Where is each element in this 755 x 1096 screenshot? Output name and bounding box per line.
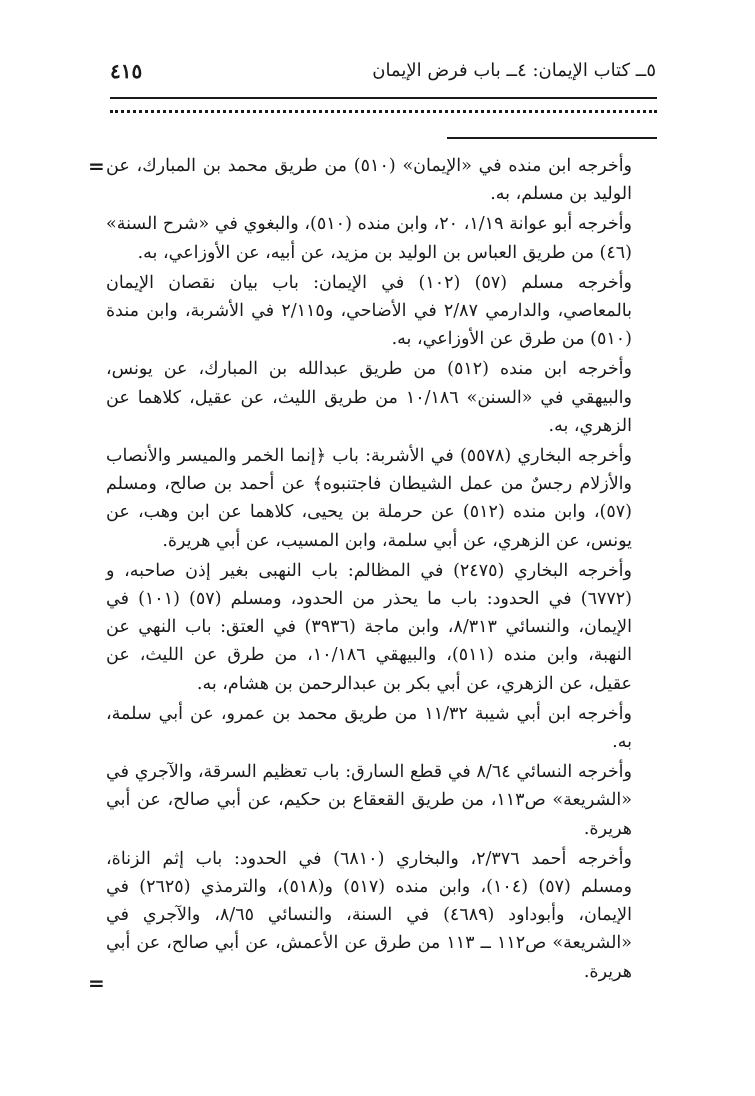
- footnote-paragraph: وأخرجه أحمد ٢/٣٧٦، والبخاري (٦٨١٠) في الحدود: باب إثم الزناة، ومسلم (٥٧) (١٠٤)، وابن منده (٥١٧) و(٥١٨)، والترمذي (٢٦٢٥) في الإيمان، وأبوداود (٤٦٨٩) في السنة، والنسائي ٨/٦٥، والآجري في «الشريعة» ص١١٢ ــ ١١٣ من طرق عن الأعمش، عن أبي صالح، عن أبي هريرة.: [106, 848, 633, 982]
- footnote-text: [106, 152, 632, 988]
- page-number: ٤١٥: [110, 59, 143, 83]
- footnote-paragraph: وأخرجه ابن منده (٥١٢) من طريق عبدالله بن المبارك، عن يونس، والبيهقي في «السنن» ١٠/١٨٦ من طريق الليث، عن عقيل، كلاهما عن الزهري، به.: [106, 359, 632, 436]
- chapter-title: ٥ــ كتاب الإيمان: ٤ــ باب فرض الإيمان: [372, 60, 656, 81]
- footnote-paragraph: وأخرجه البخاري (٢٤٧٥) في المظالم: باب النهبى بغير إذن صاحبه، و (٦٧٧٢) في الحدود: باب ما يحذر من الحدود، ومسلم (٥٧) (١٠١) في الإيمان، والنسائي ٨/٣١٣، وابن ماجة (٣٩٣٦) في العتق: باب النهي عن النهبة، وابن منده (٥١١)، والبيهقي ١٠/١٨٦، من طرق عن الليث، عن عقيل، عن الزهري، عن أبي بكر بن عبدالرحمن بن هشام، به.: [106, 560, 632, 694]
- continuation-mark-bottom: =: [88, 971, 105, 995]
- footnote-paragraph: وأخرجه النسائي ٨/٦٤ في قطع السارق: باب تعظيم السرقة، والآجري في «الشريعة» ص١١٣، من طريق القعقاع بن حكيم، عن أبي صالح، عن أبي هريرة.: [106, 762, 632, 839]
- footnote-paragraph: وأخرجه ابن أبي شيبة ١١/٣٢ من طريق محمد بن عمرو، عن أبي سلمة، به.: [106, 703, 632, 753]
- dotted-separator: [110, 110, 657, 113]
- footnote-paragraph: وأخرجه البخاري (٥٥٧٨) في الأشربة: باب ﴿إنما الخمر والميسر والأنصاب والأزلام رجسٌ من عمل الشيطان فاجتنبوه﴾ عن أحمد بن صالح، ومسلم (٥٧)، وابن منده (٥١٢) عن حرملة بن يحيى، كلاهما عن ابن وهب، عن يونس، عن الزهري، عن أبي سلمة، وابن المسيب، عن أبي هريرة.: [106, 446, 632, 551]
- header-rule: [110, 97, 657, 99]
- continuation-mark-top: =: [88, 154, 105, 178]
- footnote-separator: [447, 137, 657, 139]
- footnote-paragraph: وأخرجه أبو عوانة ١/١٩، ٢٠، وابن منده (٥١٠)، والبغوي في «شرح السنة» (٤٦) من طريق العباس بن الوليد بن مزيد، عن أبيه، عن الأوزاعي، به.: [106, 214, 632, 263]
- running-header: [110, 56, 656, 90]
- footnote-paragraph: وأخرجه مسلم (٥٧) (١٠٢) في الإيمان: باب بيان نقصان الإيمان بالمعاصي، والدارمي ٢/٨٧ في الأضاحي، و٢/١١٥ في الأشربة، وابن مندة (٥١٠) من طرق عن الأوزاعي، به.: [106, 272, 633, 350]
- footnote-paragraph: وأخرجه ابن منده في «الإيمان» (٥١٠) من طريق محمد بن المبارك، عن الوليد بن مسلم، به.: [106, 156, 633, 205]
